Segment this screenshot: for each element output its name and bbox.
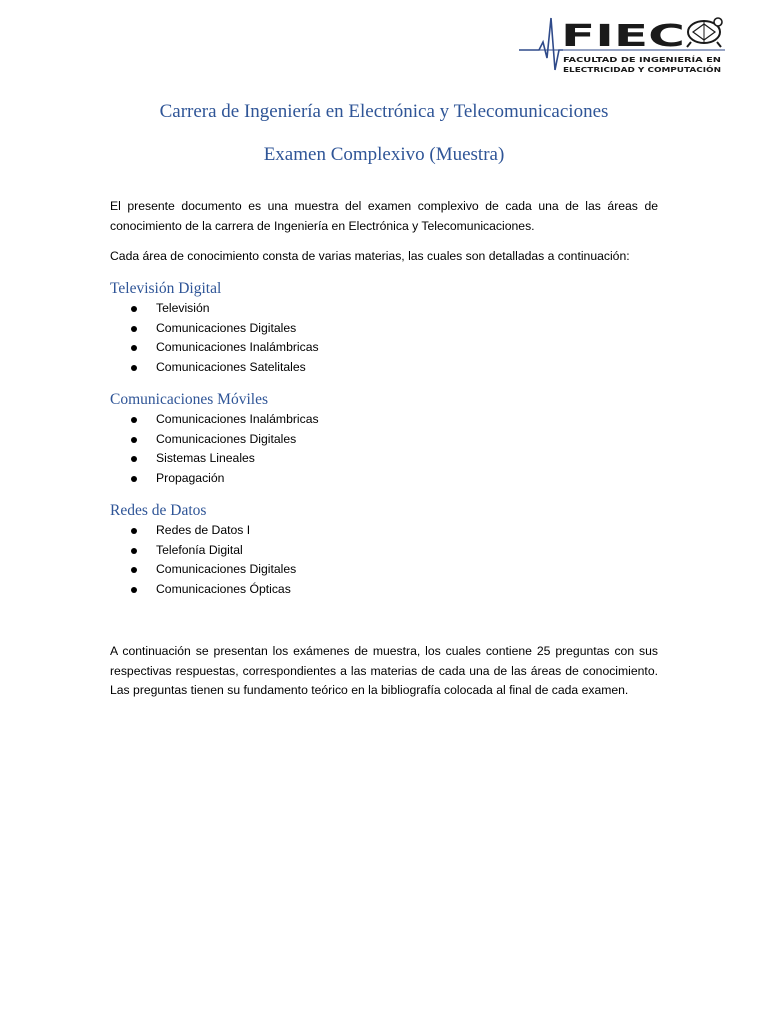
- list-item: [110, 299, 319, 319]
- bullet-icon: [131, 306, 137, 312]
- section-heading: Comunicaciones Móviles: [110, 391, 268, 408]
- bullet-icon: [131, 456, 137, 462]
- fiec-logo: [519, 12, 725, 80]
- list-item-label: Comunicaciones Digitales: [156, 320, 297, 335]
- intro-paragraph-2: Cada área de conocimiento consta de varias materias, las cuales son detalladas a continuación:: [110, 249, 630, 263]
- logo-subtitle-line2: ELECTRICIDAD Y COMPUTACIÓN: [563, 65, 721, 74]
- list-item-label: Comunicaciones Inalámbricas: [156, 340, 319, 354]
- list-item-label: Telefonía Digital: [156, 542, 243, 557]
- list-item-label: Comunicaciones Satelitales: [156, 359, 306, 374]
- bullet-icon: [131, 437, 137, 443]
- bullet-icon: [131, 417, 137, 423]
- list-item: [110, 469, 319, 489]
- list-item: [110, 358, 319, 378]
- list-item-label: Televisión: [156, 301, 210, 315]
- list-item-label: Comunicaciones Inalámbricas: [156, 412, 319, 426]
- page-title: Carrera de Ingeniería en Electrónica y Telecomunicaciones: [159, 101, 609, 122]
- list-item-label: Comunicaciones Ópticas: [156, 581, 291, 596]
- section-heading: Televisión Digital: [110, 280, 222, 297]
- list-item-label: Comunicaciones Digitales: [156, 562, 297, 576]
- heartbeat-line-icon: [519, 18, 563, 70]
- bullet-icon: [131, 326, 137, 332]
- bullet-icon: [131, 567, 137, 573]
- closing-paragraph: A continuación se presentan los exámenes de muestra, los cuales contiene 25 preguntas con sus respectivas respuestas, correspondientes a las materias de cada una de las áreas de conocimiento. Las preguntas tienen su fundamento teórico en la bibliografía colocada al final de cada examen.: [110, 644, 658, 697]
- subject-list: [110, 521, 296, 599]
- list-item: [110, 319, 319, 339]
- list-item-label: Sistemas Lineales: [156, 451, 255, 465]
- list-item: [110, 560, 296, 580]
- logo-subtitle-line1: FACULTAD DE INGENIERÍA EN: [563, 55, 721, 64]
- page-subtitle: Examen Complexivo (Muestra): [263, 144, 505, 165]
- list-item: [110, 338, 319, 358]
- bullet-icon: [131, 476, 137, 482]
- list-item: [110, 449, 319, 469]
- bullet-icon: [131, 548, 137, 554]
- subject-list: [110, 299, 319, 377]
- intro-paragraph-1: El presente documento es una muestra del examen complexivo de cada una de las áreas de conocimiento de la carrera de Ingeniería en Electrónica y Telecomunicaciones.: [110, 199, 658, 233]
- list-item-label: Redes de Datos I: [156, 523, 251, 537]
- list-item: [110, 430, 319, 450]
- list-item: [110, 541, 296, 561]
- list-item: [110, 580, 296, 600]
- list-item: [110, 410, 319, 430]
- logo-name: FIEC: [561, 19, 685, 54]
- bullet-icon: [131, 528, 137, 534]
- bullet-icon: [131, 365, 137, 371]
- list-item-label: Propagación: [156, 470, 225, 485]
- list-item: [110, 521, 296, 541]
- bullet-icon: [131, 587, 137, 593]
- bullet-icon: [131, 345, 137, 351]
- subject-list: [110, 410, 319, 488]
- section-heading: Redes de Datos: [110, 502, 207, 519]
- list-item-label: Comunicaciones Digitales: [156, 431, 297, 446]
